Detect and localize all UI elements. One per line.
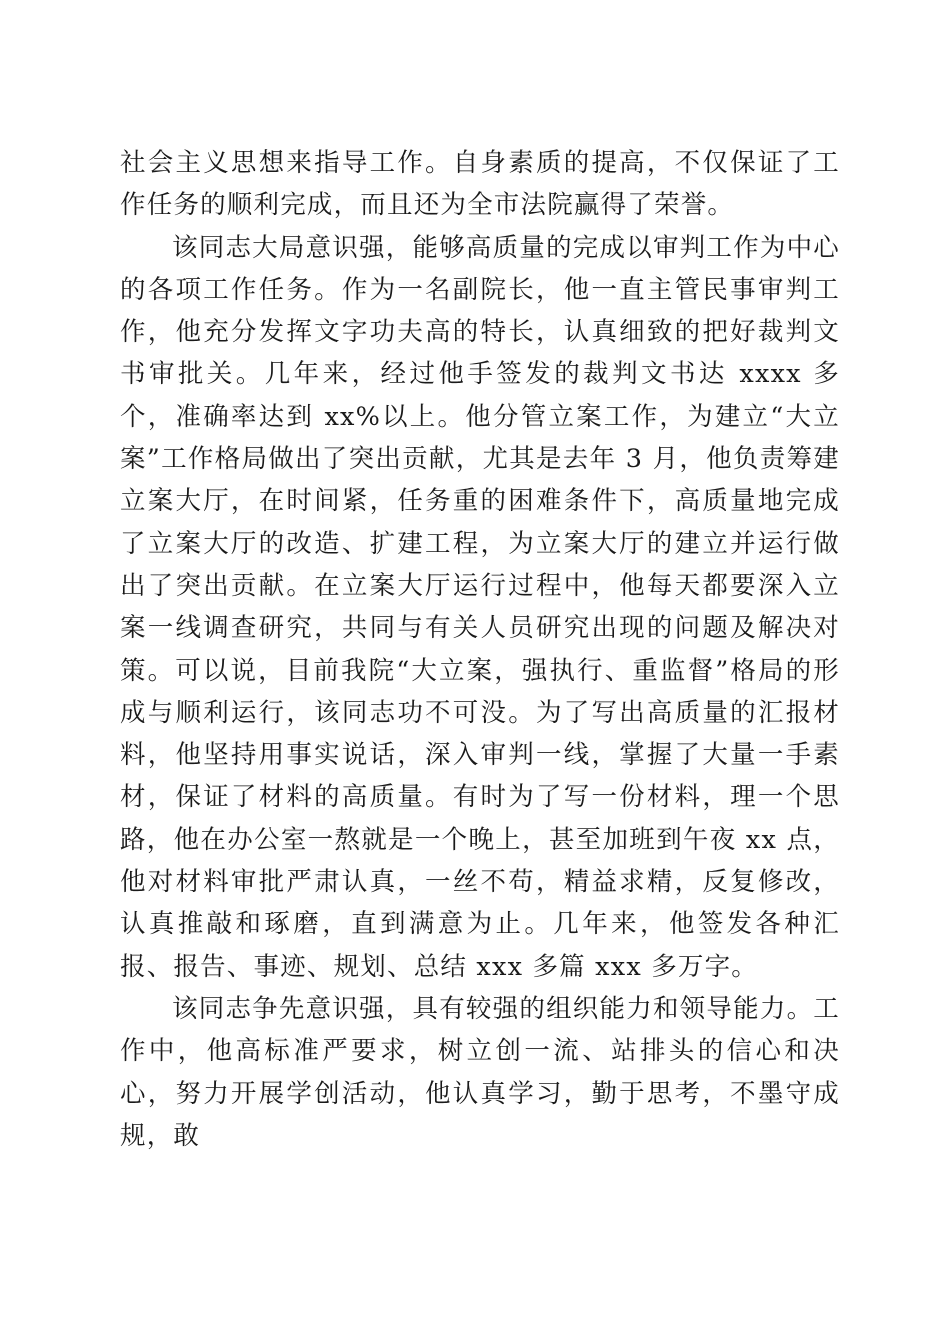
paragraph-continuation: 社会主义思想来指导工作。自身素质的提高，不仅保证了工作任务的顺利完成，而且还为全市法院赢得了荣誉。 [120,148,840,221]
document-body [120,142,840,1157]
paragraph-leadership: 该同志争先意识强，具有较强的组织能力和领导能力。工作中，他高标准严要求，树立创一流、站排头的信心和决心，努力开展学创活动，他认真学习，勤于思考，不墨守成规，敢 [120,993,840,1151]
paragraph-overall-awareness: 该同志大局意识强，能够高质量的完成以审判工作为中心的各项工作任务。作为一名副院长，他一直主管民事审判工作，他充分发挥文字功夫高的特长，认真细致的把好裁判文书审批关。几年来，经过他手签发的裁判文书达 xxxx 多个，准确率达到 xx%以上。他分管立案工作，为建立“大立案”工作格局做出了突出贡献，尤其是去年 3 月，他负责筹建立案大厅，在时间紧，任务重的困难条件下，高质量地完成了立案大厅的改造、扩建工程，为立案大厅的建立并运行做出了突出贡献。在立案大厅运行过程中，他每天都要深入立案一线调查研究，共同与有关人员研究出现的问题及解决对策。可以说，目前我院“大立案，强执行、重监督”格局的形成与顺利运行，该同志功不可没。为了写出高质量的汇报材料，他坚持用事实说话，深入审判一线，掌握了大量一手素材，保证了材料的高质量。有时为了写一份材料，理一个思路，他在办公室一熬就是一个晚上，甚至加班到午夜 xx 点，他对材料审批严肃认真，一丝不苟，精益求精，反复修改，认真推敲和琢磨，直到满意为止。几年来，他签发各种汇报、报告、事迹、规划、总结 xxx 多篇 xxx 多万字。 [120,232,840,982]
